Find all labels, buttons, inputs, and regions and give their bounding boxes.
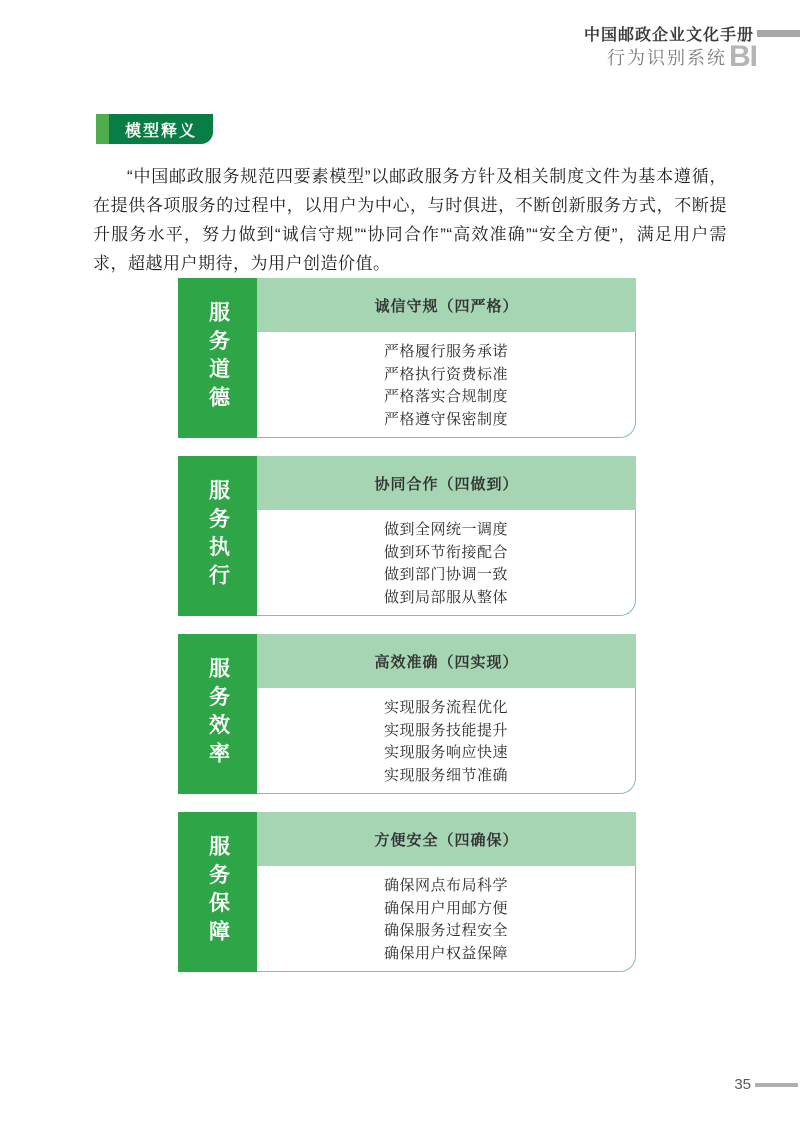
row-item: 实现服务细节准确	[383, 766, 508, 784]
page-footer	[734, 1076, 798, 1093]
model-row-ethics	[178, 278, 636, 438]
row-title: 诚信守规（四严格）	[257, 278, 636, 332]
row-content	[257, 812, 636, 972]
row-item: 严格执行资费标准	[383, 365, 508, 383]
badge-label: 模型释义	[109, 114, 213, 144]
intro-paragraph: “中国邮政服务规范四要素模型”以邮政服务方针及相关制度文件为基本遵循，在提供各项服务的过程中，以用户为中心，与时俱进，不断创新服务方式，不断提升服务水平，努力做到“诚信守规”“协同合作”“高效准确”“安全方便”，满足用户需求，超越用户期待，为用户创造价值。	[93, 167, 727, 273]
row-item: 确保用户用邮方便	[383, 899, 508, 917]
row-items	[257, 510, 636, 616]
row-content	[257, 634, 636, 794]
row-item: 严格遵守保密制度	[383, 410, 508, 428]
row-item: 实现服务技能提升	[383, 721, 508, 739]
row-title: 高效准确（四实现）	[257, 634, 636, 688]
row-title: 协同合作（四做到）	[257, 456, 636, 510]
row-item: 严格履行服务承诺	[383, 343, 508, 360]
section-badge	[96, 114, 213, 144]
model-row-execution	[178, 456, 636, 616]
category-label: 服务效率	[178, 634, 257, 794]
model-diagram	[178, 278, 636, 990]
row-items	[257, 332, 636, 438]
header-row-system	[607, 42, 757, 72]
category-label: 服务保障	[178, 812, 257, 972]
row-item: 确保用户权益保障	[383, 944, 508, 962]
model-row-assurance	[178, 812, 636, 972]
category-label: 服务道德	[178, 278, 257, 438]
page-number: 35	[734, 1076, 751, 1093]
model-row-efficiency	[178, 634, 636, 794]
category-label: 服务执行	[178, 456, 257, 616]
row-content	[257, 456, 636, 616]
row-content	[257, 278, 636, 438]
row-item: 严格落实合规制度	[383, 388, 508, 405]
row-item: 确保网点布局科学	[383, 877, 508, 894]
row-item: 实现服务响应快速	[383, 744, 508, 761]
header-rule	[757, 30, 800, 37]
row-item: 做到全网统一调度	[383, 521, 508, 538]
row-items	[257, 688, 636, 794]
bi-logo: BI	[729, 40, 757, 73]
system-name: 行为识别系统	[607, 48, 727, 68]
row-item: 确保服务过程安全	[383, 922, 508, 939]
handbook-title: 中国邮政企业文化手册	[583, 27, 754, 44]
row-item: 实现服务流程优化	[383, 699, 508, 716]
row-item: 做到局部服从整体	[383, 588, 508, 606]
row-item: 做到环节衔接配合	[383, 543, 508, 561]
badge-accent-strip	[96, 114, 109, 144]
footer-rule	[755, 1083, 798, 1087]
row-item: 做到部门协调一致	[383, 566, 508, 583]
row-title: 方便安全（四确保）	[257, 812, 636, 866]
row-items	[257, 866, 636, 972]
